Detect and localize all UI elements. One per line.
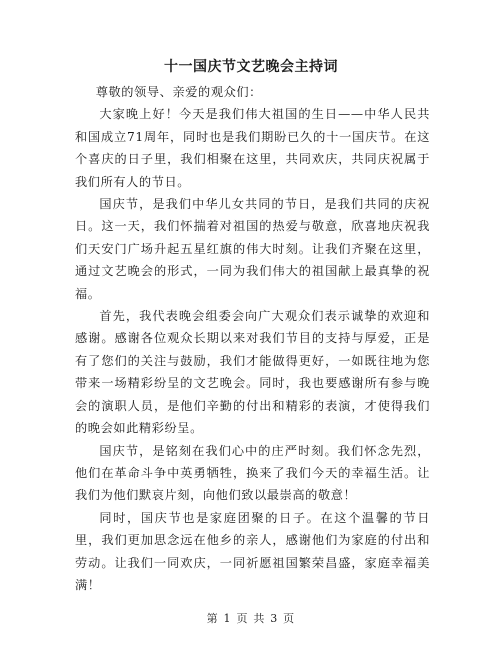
salutation: 尊敬的领导、亲爱的观众们：	[95, 85, 262, 99]
document-body	[75, 81, 430, 596]
paragraph-family: 同时，国庆节也是家庭团聚的日子。在这个温馨的节日里，我们更加思念远在他乡的亲人，感谢他们为家庭的付出和劳动。让我们一同欢庆，一同祈愿祖国繁荣昌盛，家庭幸福美满！	[75, 510, 430, 592]
paragraph-thanks: 首先，我代表晚会组委会向广大观众们表示诚挚的欢迎和感谢。感谢各位观众长期以来对我们节目的支持与厚爱，正是有了您们的关注与鼓励，我们才能做得更好，一如既往地为您带来一场精彩纷呈的文艺晚会。同时，我也要感谢所有参与晚会的演职人员，是他们辛勤的付出和精彩的表演，才使得我们的晚会如此精彩纷呈。	[75, 309, 430, 436]
document-title: 十一国庆节文艺晚会主持词	[164, 59, 338, 75]
paragraph-greeting: 大家晚上好！今天是我们伟大祖国的生日——中华人民共和国成立71周年，同时也是我们期盼已久的十一国庆节。在这个喜庆的日子里，我们相聚在这里，共同欢庆，共同庆祝属于我们所有人的节日。	[75, 107, 430, 189]
page-number: 第 1 页 共 3 页	[206, 612, 296, 625]
paragraph-national-day: 国庆节，是我们中华儿女共同的节日，是我们共同的庆祝日。这一天，我们怀揣着对祖国的热爱与敬意，欣喜地庆祝我们天安门广场升起五星红旗的伟大时刻。让我们齐聚在这里，通过文艺晚会的形式，一同为我们伟大的祖国献上最真挚的祝福。	[75, 197, 430, 301]
paragraph-remembrance: 国庆节，是铭刻在我们心中的庄严时刻。我们怀念先烈，他们在革命斗争中英勇牺牲，换来了我们今天的幸福生活。让我们为他们默哀片刻，向他们致以最崇高的敬意！	[75, 443, 430, 503]
